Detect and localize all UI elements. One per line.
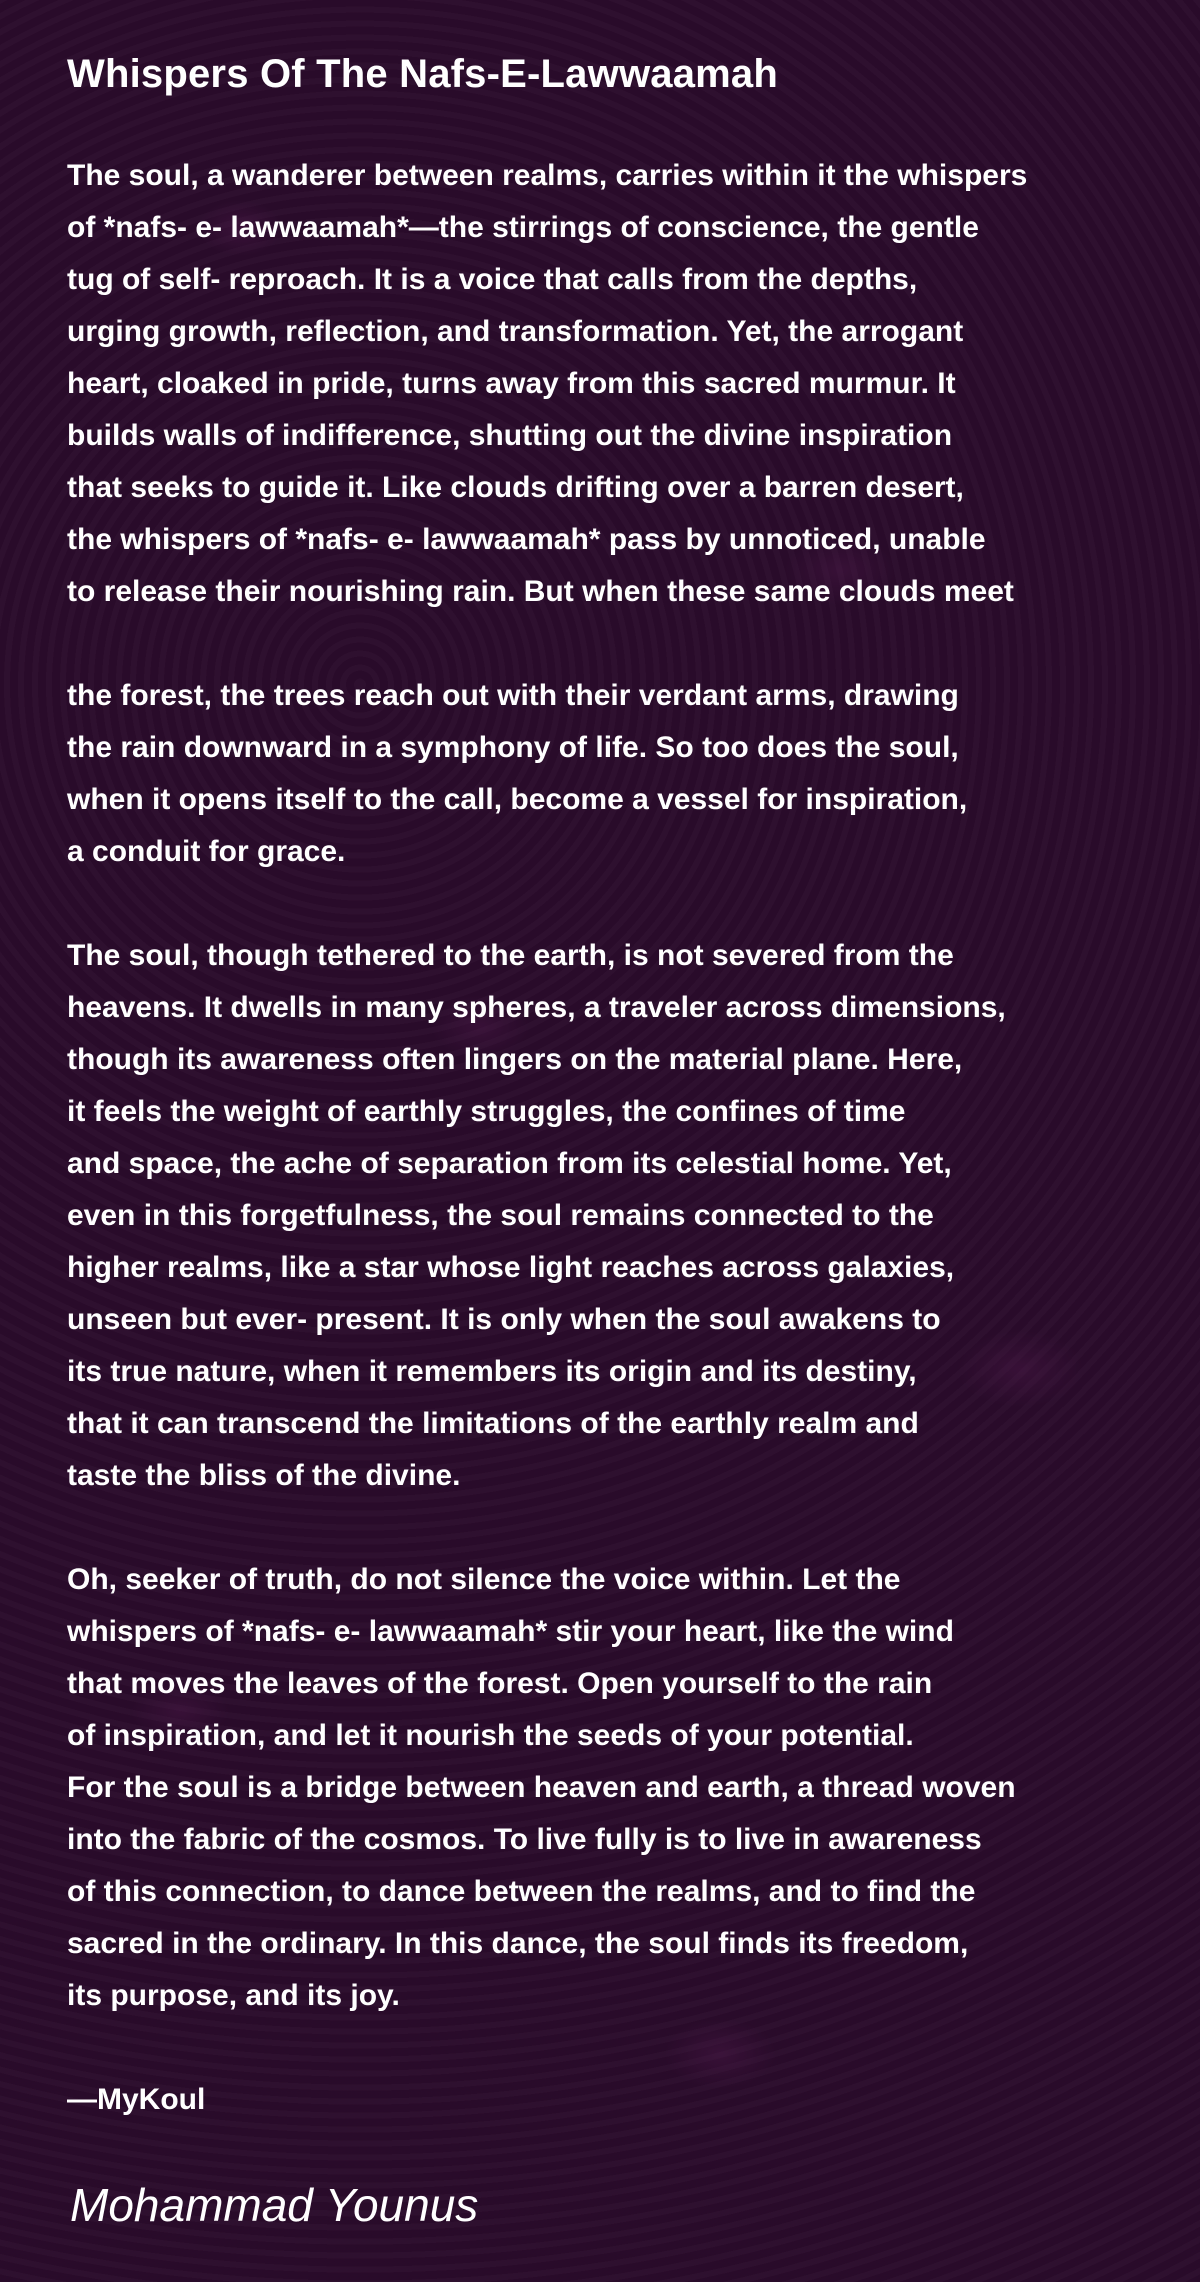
poem-line: its true nature, when it remembers its origin and its destiny, <box>67 1355 917 1388</box>
poem-line: heart, cloaked in pride, turns away from this sacred murmur. It <box>67 367 956 400</box>
poem-line: its purpose, and its joy. <box>67 1979 400 2012</box>
poem-line: For the soul is a bridge between heaven and earth, a thread woven <box>67 1771 1016 1804</box>
stanza-2 <box>67 670 1177 878</box>
poem-line: the forest, the trees reach out with their verdant arms, drawing <box>67 679 959 712</box>
poem-line: taste the bliss of the divine. <box>67 1459 461 1492</box>
poem-line: even in this forgetfulness, the soul remains connected to the <box>67 1199 934 1232</box>
poem-line: and space, the ache of separation from its celestial home. Yet, <box>67 1147 952 1180</box>
poem-line: into the fabric of the cosmos. To live fully is to live in awareness <box>67 1823 982 1856</box>
poem-line: that it can transcend the limitations of the earthly realm and <box>67 1407 919 1440</box>
poem-title: Whispers Of The Nafs-E-Lawwaamah <box>67 52 778 96</box>
poem-line: that moves the leaves of the forest. Open yourself to the rain <box>67 1667 933 1700</box>
poem-line: whispers of *nafs- e- lawwaamah* stir your heart, like the wind <box>67 1615 954 1648</box>
signature-stanza <box>67 2074 1177 2126</box>
poem-line: of this connection, to dance between the realms, and to find the <box>67 1875 976 1908</box>
poem-line: higher realms, like a star whose light reaches across galaxies, <box>67 1251 955 1284</box>
stanza-gap <box>67 1502 1177 1554</box>
poem-line: urging growth, reflection, and transformation. Yet, the arrogant <box>67 315 964 348</box>
poem-line: The soul, a wanderer between realms, carries within it the whispers <box>67 159 1028 192</box>
poem-line: builds walls of indifference, shutting out the divine inspiration <box>67 419 953 452</box>
stanza-1 <box>67 150 1177 618</box>
poem-line: a conduit for grace. <box>67 835 346 868</box>
poem-line: tug of self- reproach. It is a voice that calls from the depths, <box>67 263 918 296</box>
poem-line: the rain downward in a symphony of life. So too does the soul, <box>67 731 959 764</box>
poem-line: heavens. It dwells in many spheres, a traveler across dimensions, <box>67 991 1006 1024</box>
stanza-gap <box>67 618 1177 670</box>
poem-signature: —MyKoul <box>67 2083 206 2116</box>
author-name: Mohammad Younus <box>70 2179 479 2231</box>
poem-line: the whispers of *nafs- e- lawwaamah* pass by unnoticed, unable <box>67 523 986 556</box>
stanza-gap <box>67 878 1177 930</box>
poem-line: Oh, seeker of truth, do not silence the voice within. Let the <box>67 1563 901 1596</box>
poem-line: sacred in the ordinary. In this dance, the soul finds its freedom, <box>67 1927 969 1960</box>
poem-line: of *nafs- e- lawwaamah*—the stirrings of conscience, the gentle <box>67 211 979 244</box>
poem-line: though its awareness often lingers on the material plane. Here, <box>67 1043 963 1076</box>
poem-line: when it opens itself to the call, become a vessel for inspiration, <box>67 783 968 816</box>
poem-line: unseen but ever- present. It is only when the soul awakens to <box>67 1303 941 1336</box>
poem-line: it feels the weight of earthly struggles, the confines of time <box>67 1095 906 1128</box>
poem-line: of inspiration, and let it nourish the seeds of your potential. <box>67 1719 914 1752</box>
stanza-gap <box>67 2022 1177 2074</box>
stanza-3 <box>67 930 1177 1502</box>
poem-line: that seeks to guide it. Like clouds drifting over a barren desert, <box>67 471 964 504</box>
poem-line: The soul, though tethered to the earth, is not severed from the <box>67 939 954 972</box>
poem-body <box>67 150 1177 2126</box>
poem-line: to release their nourishing rain. But when these same clouds meet <box>67 575 1014 608</box>
stanza-4 <box>67 1554 1177 2022</box>
